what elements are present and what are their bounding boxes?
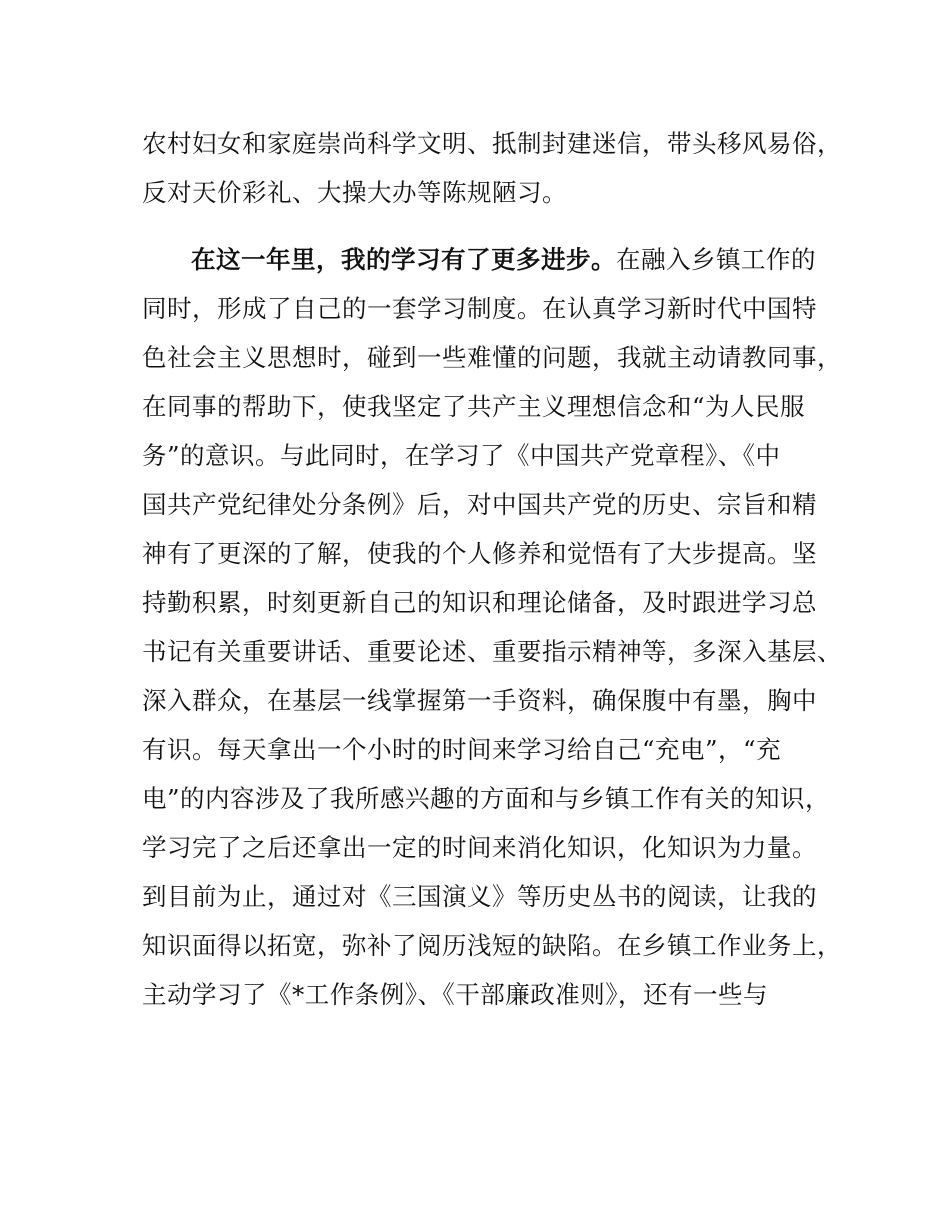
paragraph-2-line-7: 神有了更深的了解，使我的个人修养和觉悟有了大步提高。坚 — [142, 539, 817, 568]
paragraph-2-line-1 — [191, 245, 816, 275]
paragraph-2-line-1-rest: 在融入乡镇工作的 — [616, 245, 816, 274]
paragraph-2-line-2: 同时，形成了自己的一套学习制度。在认真学习新时代中国特 — [142, 294, 817, 323]
paragraph-2-line-14: 到目前为止，通过对《三国演义》等历史丛书的阅读，让我的 — [142, 882, 817, 911]
paragraph-2-lead-bold: 在这一年里，我的学习有了更多进步。 — [191, 245, 616, 274]
paragraph-2-line-13: 学习完了之后还拿出一定的时间来消化知识，化知识为力量。 — [142, 833, 817, 862]
paragraph-1-line-1: 农村妇女和家庭崇尚科学文明、抵制封建迷信，带头移风易俗， — [142, 129, 842, 158]
paragraph-2-line-6: 国共产党纪律处分条例》后，对中国共产党的历史、宗旨和精 — [142, 490, 817, 519]
paragraph-2-line-15: 知识面得以拓宽，弥补了阅历浅短的缺陷。在乡镇工作业务上， — [142, 931, 842, 960]
paragraph-2-line-16: 主动学习了《*工作条例》、《干部廉政准则》，还有一些与 — [142, 980, 768, 1009]
paragraph-2-line-12: 电”的内容涉及了我所感兴趣的方面和与乡镇工作有关的知识， — [142, 784, 831, 813]
paragraph-2-line-4: 在同事的帮助下，使我坚定了共产主义理想信念和“为人民服 — [142, 392, 806, 421]
paragraph-2-line-10: 深入群众，在基层一线掌握第一手资料，确保腹中有墨，胸中 — [142, 686, 817, 715]
paragraph-2-line-3: 色社会主义思想时，碰到一些难懂的问题，我就主动请教同事， — [142, 343, 842, 372]
paragraph-2-line-11: 有识。每天拿出一个小时的时间来学习给自己“充电”，“充 — [142, 735, 782, 764]
paragraph-2-line-5: 务”的意识。与此同时，在学习了《中国共产党章程》、《中 — [142, 441, 781, 470]
paragraph-2-line-8: 持勤积累，时刻更新自己的知识和理论储备，及时跟进学习总 — [142, 588, 817, 617]
paragraph-1-line-2: 反对天价彩礼、大操大办等陈规陋习。 — [142, 178, 567, 207]
paragraph-2-line-9: 书记有关重要讲话、重要论述、重要指示精神等，多深入基层、 — [142, 637, 842, 666]
